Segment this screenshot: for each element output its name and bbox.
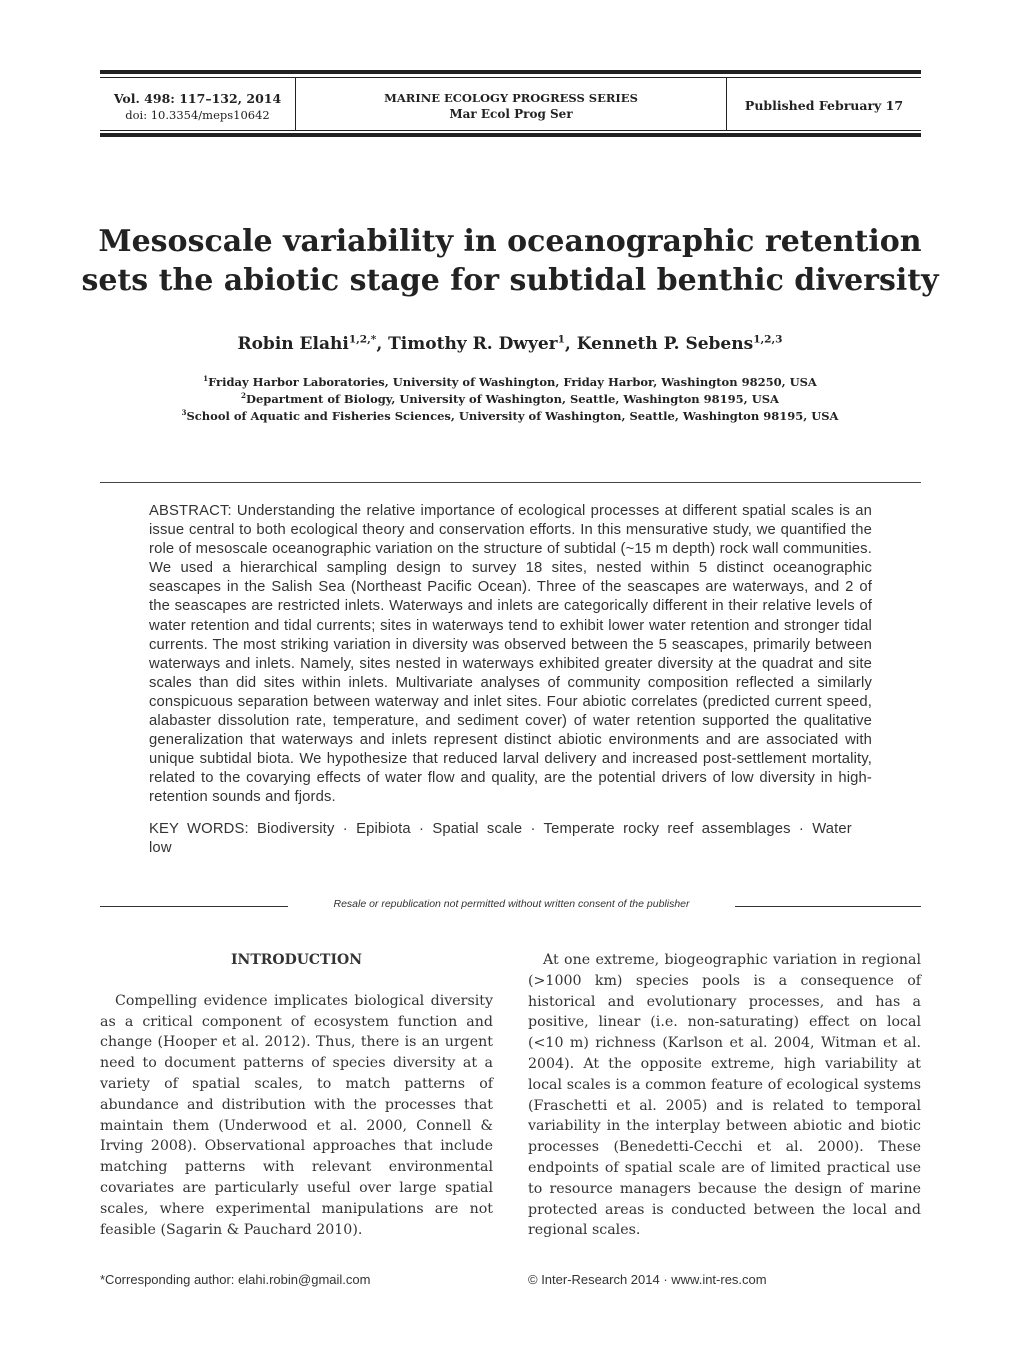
header-top-rule-thin — [100, 77, 921, 78]
author-name: Timothy R. Dwyer — [388, 334, 558, 354]
corresponding-author: *Corresponding author: elahi.robin@gmail.com — [100, 1272, 371, 1287]
journal-doi: doi: 10.3354/meps10642 — [125, 108, 270, 122]
resale-rule-left — [100, 906, 288, 907]
intro-paragraph-2: At one extreme, biogeographic variation in regional (>1000 km) species pools is a consequence of historical and evolutionary processes, and has a positive, linear (i.e. non-saturating) effect on local (<10 m) richness (Karlson et al. 2004, Witman et al. 2004). At the opposite extreme, high variability at local scales is a common feature of ecological systems (Fraschetti et al. 2005) and is related to temporal variability in the interplay between abiotic and biotic processes (Benedetti-Cecchi et al. 2000). These endpoints of spatial scale are of limited practical use to resource managers because the design of marine protected areas is conducted between the local and regional scales. — [528, 952, 921, 1239]
affiliation-text: Friday Harbor Laboratories, University of Washington, Friday Harbor, Washington 98250, USA — [208, 375, 817, 389]
published-date: Published February 17 — [744, 98, 904, 113]
intro-paragraph-1: Compelling evidence implicates biological diversity as a critical component of ecosystem function and change (Hooper et al. 2012). Thus, there is an urgent need to document patterns of species diversity at a variety of spatial scales, to match patterns of abundance and distribution with the processes that maintain them (Underwood et al. 2000, Connell & Irving 2008). Observational approaches that include matching patterns with relevant environmental covariates are particularly useful over large spatial scales, where experimental manipulations are not feasible (Sagarin & Pauchard 2010). — [100, 992, 493, 1238]
affiliations — [60, 374, 960, 425]
keywords: KEY WORDS: Biodiversity · Epibiota · Spatial scale · Temperate rocky reef assemblages · Water low — [149, 820, 852, 856]
abstract-top-rule — [100, 482, 921, 483]
journal-volume: Vol. 498: 117–132, 2014 — [113, 91, 282, 106]
header-bottom-rule-thin — [100, 130, 921, 131]
abstract — [149, 502, 872, 858]
author-name: Robin Elahi — [237, 334, 349, 354]
section-heading-introduction: INTRODUCTION — [230, 952, 363, 968]
author-list — [60, 334, 960, 354]
abstract-text: ABSTRACT: Understanding the relative importance of ecological processes at different spatial scales is an issue central to both ecological theory and conservation efforts. In this mensurative study, we quantified the role of mesoscale oceanographic variation on the structure of subtidal (~15 m depth) rock wall communities. We used a hierarchical sampling design to survey 18 sites, nested within 5 distinct oceanographic seascapes in the Salish Sea (Northeast Pacific Ocean). Three of the seascapes are waterways, and 2 of the seascapes are restricted inlets. Waterways and inlets are categorically different in their relative levels of water retention and tidal currents; sites in waterways tend to exhibit lower water retention and stronger tidal currents. The most striking variation in diversity was observed between the 5 seascapes, primarily between waterways and inlets. Namely, sites nested in waterways exhibited greater diversity at the quadrat and site scales than did sites within inlets. Multivariate analyses of community composition reflected a similarly conspicuous separation between waterway and inlet sites. Four abiotic correlates (predicted current speed, alabaster dissolution rate, temperature, and sediment cover) of water retention supported the qualitative generalization that waterways and inlets represent distinct abiotic environments and are associated with unique subtidal biota. We hypothesize that reduced larval delivery and increased post-settlement mortality, related to the covarying effects of water flow and quality, are the potential drivers of low diversity in high-retention sounds and fjords. — [149, 503, 872, 806]
header-bottom-rule-thick — [100, 133, 921, 137]
author-affiliation-marker: 1,2,3 — [753, 333, 783, 346]
affiliation-text: Department of Biology, University of Washington, Seattle, Washington 98195, USA — [246, 392, 779, 406]
resale-notice: Resale or republication not permitted without written consent of the publisher — [333, 898, 690, 910]
journal-series-short: Mar Ecol Prog Ser — [449, 107, 573, 121]
title-line-2: sets the abiotic stage for subtidal benthic diversity — [81, 263, 939, 298]
author-affiliation-marker: 1,2,* — [348, 333, 377, 346]
affiliation-number: 2 — [241, 391, 246, 401]
affiliation-line — [60, 374, 960, 391]
affiliation-number: 1 — [203, 374, 209, 384]
author-separator: , — [564, 334, 577, 354]
affiliation-number: 3 — [181, 408, 187, 418]
title-line-1: Mesoscale variability in oceanographic retention — [98, 224, 922, 259]
right-column — [528, 950, 921, 1241]
author-name: Kenneth P. Sebens — [576, 334, 754, 354]
author-separator: , — [376, 334, 389, 354]
journal-series: MARINE ECOLOGY PROGRESS SERIES — [384, 91, 638, 105]
affiliation-line — [60, 408, 960, 425]
header-top-rule-thick — [100, 70, 921, 74]
left-column — [100, 950, 493, 1240]
affiliation-line — [60, 391, 960, 408]
copyright-notice: © Inter-Research 2014 · www.int-res.com — [528, 1272, 767, 1287]
author-affiliation-marker: 1 — [557, 333, 565, 346]
paper-title — [60, 222, 960, 300]
affiliation-text: School of Aquatic and Fisheries Sciences, University of Washington, Seattle, Washington 98195, USA — [186, 409, 839, 423]
resale-rule-right — [735, 906, 921, 907]
